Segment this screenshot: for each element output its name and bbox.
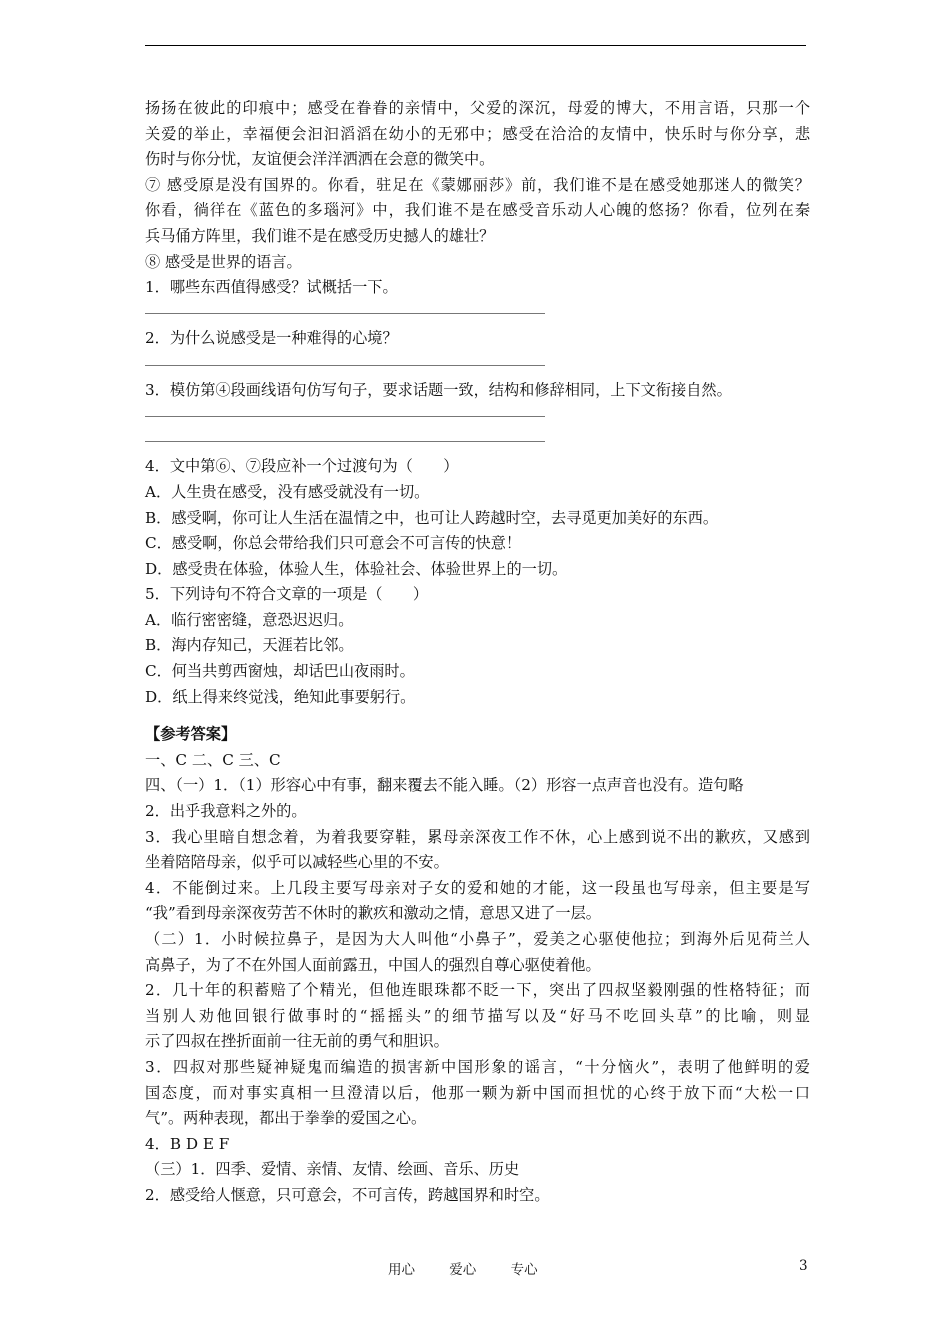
question-4-stem: 4．文中第⑥、⑦段应补一个过渡句为（ ） <box>145 457 459 476</box>
option-b: B．海内存知己，天涯若比邻。 <box>145 636 354 655</box>
option-c: C．何当共剪西窗烛，却话巴山夜雨时。 <box>145 662 415 681</box>
footer-motto-item: 专心 <box>510 1262 538 1278</box>
answer-lines <box>145 748 810 1209</box>
question-3 <box>145 378 810 455</box>
question-2 <box>145 326 810 377</box>
question-4 <box>145 454 810 582</box>
footer-motto-item: 爱心 <box>449 1262 477 1278</box>
answer-line: 3．我心里暗自想念着，为着我要穿鞋，累母亲深夜工作不休，心上感到说不出的歉疚，又感到 <box>145 827 810 846</box>
passage-line: 伤时与你分忧，友谊便会洋洋洒洒在会意的微笑中。 <box>145 150 495 169</box>
paragraph-7-line: ⑦ 感受原是没有国界的。你看，驻足在《蒙娜丽莎》前，我们谁不是在感受她那迷人的微笑？ <box>145 175 810 194</box>
answer-line: 2．出乎我意料之外的。 <box>145 802 307 821</box>
answer-line: 高鼻子，为了不在外国人面前露丑，中国人的强烈自尊心驱使着他。 <box>145 955 601 974</box>
passage <box>145 96 810 275</box>
paragraph-7-line: 你看，徜徉在《蓝色的多瑙河》中，我们谁不是在感受音乐动人心魄的悠扬？你看，位列在秦 <box>145 201 810 220</box>
answer-line: “我”看到母亲深夜劳苦不休时的歉疚和激动之情，意思又进了一层。 <box>145 904 601 923</box>
paragraph-8-line: ⑧ 感受是世界的语言。 <box>145 252 302 271</box>
answer-line: 2．几十年的积蓄赔了个精光，但他连眼珠都不眨一下，突出了四叔坚毅刚强的性格特征；而 <box>145 981 810 1000</box>
passage-line: 关爱的举止，幸福便会汩汩滔滔在幼小的无邪中；感受在洽洽的友情中，快乐时与你分享，悲 <box>145 124 810 143</box>
answer-line: 国态度，而对事实真相一旦澄清以后，他那一颗为新中国而担忧的心终于放下而“大松一口 <box>145 1083 810 1102</box>
answer-key-title: 【参考答案】 <box>145 725 237 744</box>
answer-key <box>145 722 810 1208</box>
answer-blank <box>145 352 810 378</box>
answer-line: 示了四叔在挫折面前一往无前的勇气和胆识。 <box>145 1032 449 1051</box>
option-d: D．纸上得来终觉浅，绝知此事要躬行。 <box>145 687 416 706</box>
answer-line: 坐着陪陪母亲，似乎可以减轻些心里的不安。 <box>145 853 449 872</box>
question-3-text: 3．模仿第④段画线语句仿写句子，要求话题一致，结构和修辞相同，上下文衔接自然。 <box>145 380 732 399</box>
header-rule <box>145 45 806 46</box>
answer-line: 气”。两种表现，都出于拳拳的爱国之心。 <box>145 1109 427 1128</box>
option-a: A．临行密密缝，意恐迟迟归。 <box>145 610 354 629</box>
option-b: B．感受啊，你可让人生活在温情之中，也可让人跨越时空，去寻觅更加美好的东西。 <box>145 508 719 527</box>
answer-blank <box>145 403 810 429</box>
answer-line: （二）1．小时候拉鼻子，是因为大人叫他“小鼻子”，爱美之心驱使他拉；到海外后见荷兰人 <box>145 930 810 948</box>
footer-motto <box>388 1258 568 1278</box>
answer-line: 四、（一）1．（1）形容心中有事，翻来覆去不能入睡。（2）形容一点声音也没有。造句略 <box>145 776 744 795</box>
document-body <box>145 96 810 1209</box>
option-a: A．人生贵在感受，没有感受就没有一切。 <box>145 482 430 501</box>
question-5-stem: 5．下列诗句不符合文章的一项是（ ） <box>145 585 429 604</box>
answer-line: 4．不能倒过来。上几段主要写母亲对子女的爱和她的才能，这一段虽也写母亲，但主要是写 <box>145 878 810 897</box>
answer-blank <box>145 301 810 327</box>
answer-line: 2．感受给人惬意，只可意会，不可言传，跨越国界和时空。 <box>145 1185 550 1204</box>
answer-line: 一、C 二、C 三、C <box>145 750 281 769</box>
footer-motto-item: 用心 <box>388 1262 415 1278</box>
question-2-text: 2．为什么说感受是一种难得的心境？ <box>145 329 398 348</box>
answer-blank <box>145 429 810 455</box>
passage-line: 扬扬在彼此的印痕中；感受在眷眷的亲情中，父爱的深沉，母爱的博大，不用言语，只那一个 <box>145 99 810 117</box>
page-number: 3 <box>799 1258 808 1274</box>
answer-line: 4．B D E F <box>145 1134 230 1153</box>
answer-line: （三）1．四季、爱情、亲情、友情、绘画、音乐、历史 <box>145 1160 520 1179</box>
question-5 <box>145 582 810 710</box>
answer-line: 3．四叔对那些疑神疑鬼而编造的损害新中国形象的谣言，“十分恼火”，表明了他鲜明的爱 <box>145 1057 810 1076</box>
option-c: C．感受啊，你总会带给我们只可意会不可言传的快意！ <box>145 534 522 553</box>
question-1-text: 1．哪些东西值得感受？试概括一下。 <box>145 278 398 297</box>
option-d: D．感受贵在体验，体验人生，体验社会、体验世界上的一切。 <box>145 559 568 578</box>
answer-line: 当别人劝他回银行做事时的“摇摇头”的细节描写以及“好马不吃回头草”的比喻，则显 <box>145 1006 810 1025</box>
paragraph-7-line: 兵马俑方阵里，我们谁不是在感受历史撼人的雄壮？ <box>145 226 495 245</box>
question-1 <box>145 275 810 326</box>
